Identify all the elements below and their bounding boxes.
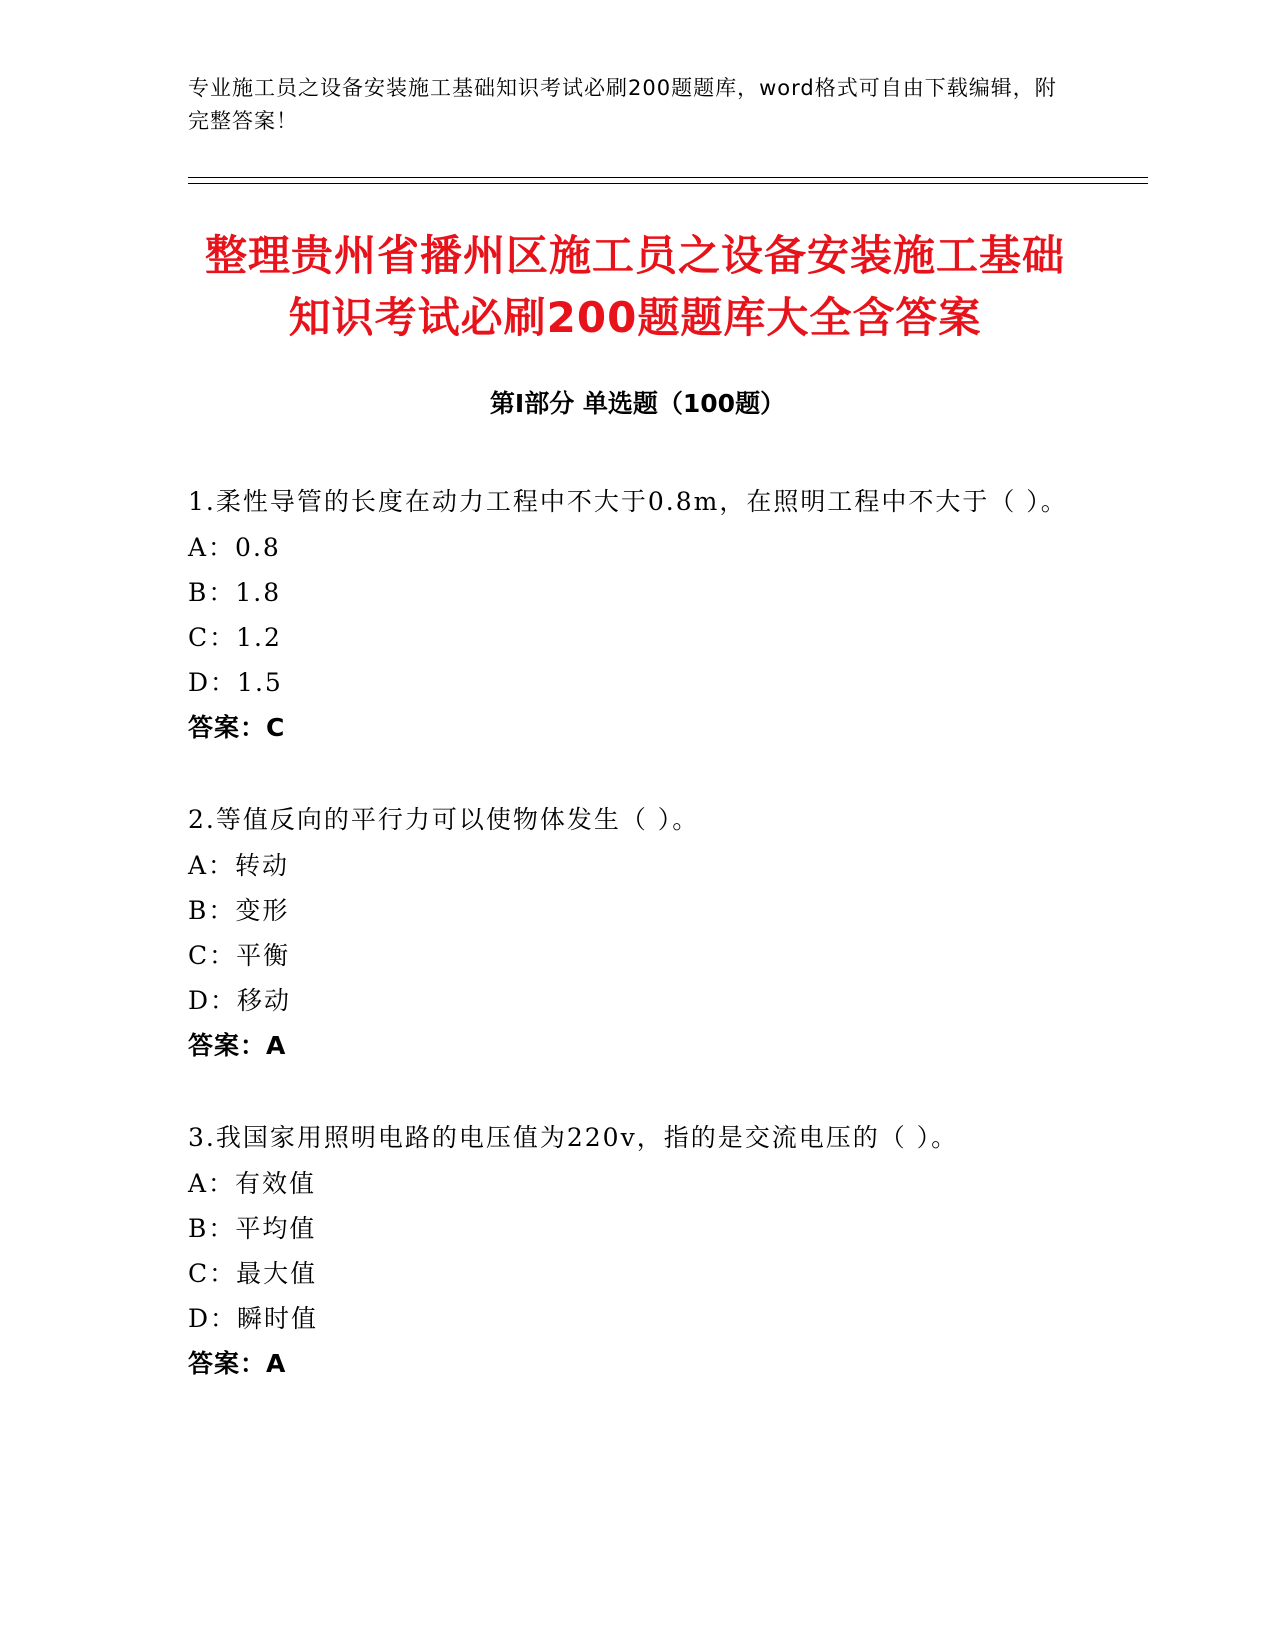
- option-a: A：转动: [188, 851, 290, 880]
- option-c: C：1.2: [188, 623, 282, 652]
- option-b: B：变形: [188, 896, 290, 925]
- answer: 答案：A: [188, 1349, 287, 1378]
- answer: 答案：C: [188, 713, 286, 742]
- question-stem: 1.柔性导管的长度在动力工程中不大于0.8m，在照明工程中不大于（ ）。: [188, 487, 1068, 516]
- question-list: [188, 478, 1068, 1432]
- document-title: 整理贵州省播州区施工员之设备安装施工基础知识考试必刷200题题库大全含答案: [204, 231, 1065, 342]
- option-b: B：1.8: [188, 578, 282, 607]
- option-d: D：瞬时值: [188, 1304, 319, 1333]
- option-d: D：移动: [188, 986, 292, 1015]
- question-stem: 3.我国家用照明电路的电压值为220v，指的是交流电压的（ ）。: [188, 1123, 959, 1152]
- question-1: [188, 478, 1068, 750]
- header-divider-top: [188, 177, 1148, 178]
- option-a: A：0.8: [188, 533, 281, 562]
- question-stem: 2.等值反向的平行力可以使物体发生（ ）。: [188, 805, 700, 834]
- option-c: C：平衡: [188, 941, 291, 970]
- section-heading: 第Ⅰ部分 单选题（100题）: [489, 389, 786, 418]
- option-a: A：有效值: [188, 1169, 317, 1198]
- header-note: 专业施工员之设备安装施工基础知识考试必刷200题题库，word格式可自由下载编辑，附完整答案！: [188, 76, 1057, 133]
- answer: 答案：A: [188, 1031, 287, 1060]
- question-2: [188, 796, 1068, 1068]
- header-divider-bottom: [188, 183, 1148, 184]
- question-3: [188, 1114, 1068, 1386]
- option-b: B：平均值: [188, 1214, 317, 1243]
- option-d: D：1.5: [188, 668, 283, 697]
- option-c: C：最大值: [188, 1259, 318, 1288]
